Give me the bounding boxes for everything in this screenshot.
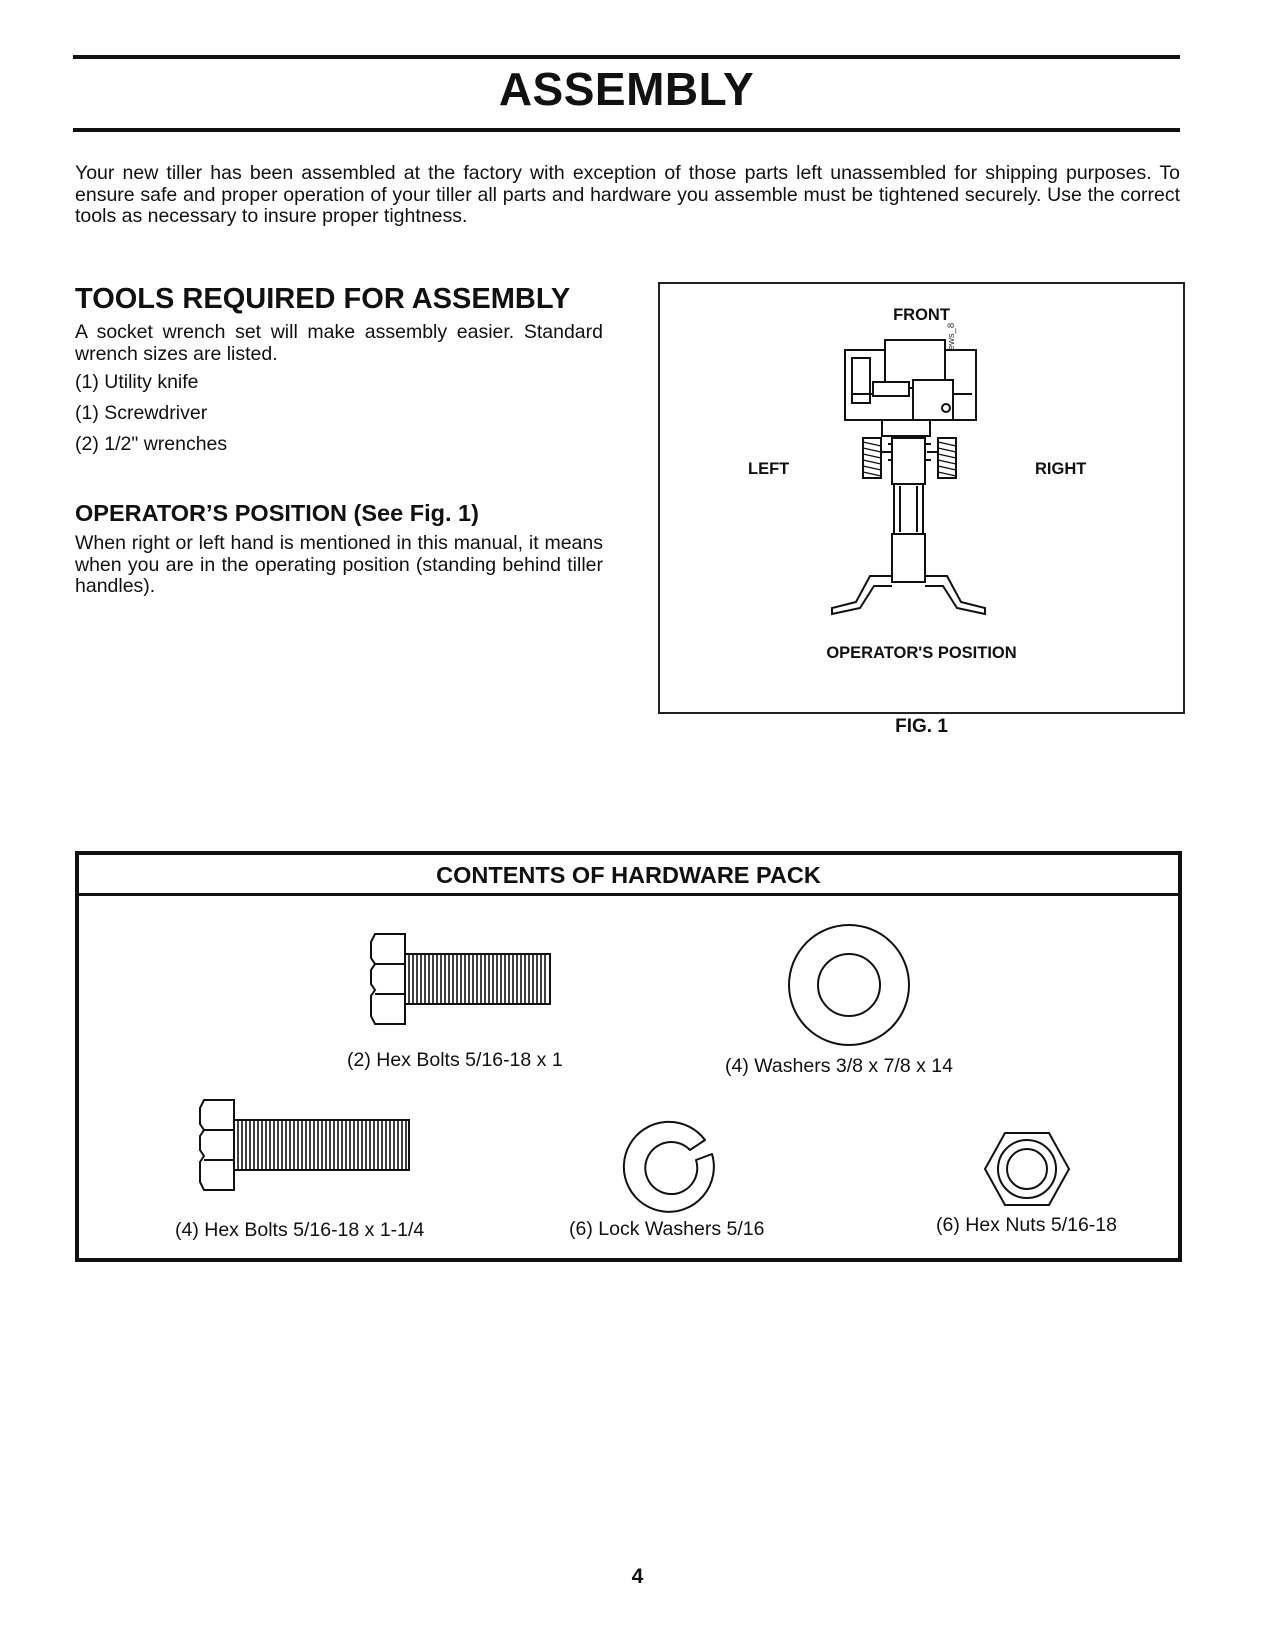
washer-icon <box>784 921 914 1051</box>
hex-nut-icon <box>977 1124 1077 1214</box>
right-label: RIGHT <box>1035 460 1087 478</box>
figure-caption: FIG. 1 <box>895 716 948 737</box>
hex-bolt-long-icon <box>194 1098 424 1194</box>
operator-section <box>75 500 603 598</box>
operator-position-label: OPERATOR'S POSITION <box>826 644 1017 662</box>
tools-heading: TOOLS REQUIRED FOR ASSEMBLY <box>75 283 571 315</box>
left-label: LEFT <box>748 460 790 478</box>
hardware-item-label: (4) Hex Bolts 5/16-18 x 1-1/4 <box>175 1219 425 1241</box>
figure-1-box <box>658 282 1185 714</box>
tool-item: (1) Screwdriver <box>75 402 208 424</box>
tool-item: (2) 1/2" wrenches <box>75 433 228 455</box>
top-rule <box>73 55 1180 59</box>
operator-text: When right or left hand is mentioned in this manual, it means when you are in the operating position (standing behind tiller handles). <box>75 532 603 597</box>
hex-bolt-short-icon <box>365 932 565 1028</box>
front-label: FRONT <box>893 306 950 324</box>
tiller-overhead-icon <box>660 284 1183 712</box>
hardware-item-label: (4) Washers 3/8 x 7/8 x 14 <box>725 1055 953 1077</box>
page-title: ASSEMBLY <box>498 63 755 115</box>
hardware-item-label: (6) Hex Nuts 5/16-18 <box>936 1214 1117 1236</box>
hardware-item-label: (2) Hex Bolts 5/16-18 x 1 <box>347 1049 563 1071</box>
title-rule <box>73 128 1180 132</box>
page-number: 4 <box>631 1565 644 1588</box>
hardware-pack-box <box>75 851 1182 1262</box>
lock-washer-icon <box>620 1116 720 1216</box>
tools-section <box>75 283 603 460</box>
tools-text: A socket wrench set will make assembly easier. Standard wrench sizes are listed. <box>75 321 603 365</box>
hardware-item-label: (6) Lock Washers 5/16 <box>569 1218 765 1240</box>
tool-item: (1) Utility knife <box>75 371 199 393</box>
hardware-pack-heading: CONTENTS OF HARDWARE PACK <box>79 855 1178 896</box>
operator-heading: OPERATOR’S POSITION (See Fig. 1) <box>75 500 479 526</box>
intro-paragraph: Your new tiller has been assembled at the factory with exception of those parts left unassembled for shipping purposes. To ensure safe and proper operation of your tiller all parts and hardware you assemble must be tightened securely. Use the correct tools as necessary to insure proper tightness. <box>75 162 1180 227</box>
